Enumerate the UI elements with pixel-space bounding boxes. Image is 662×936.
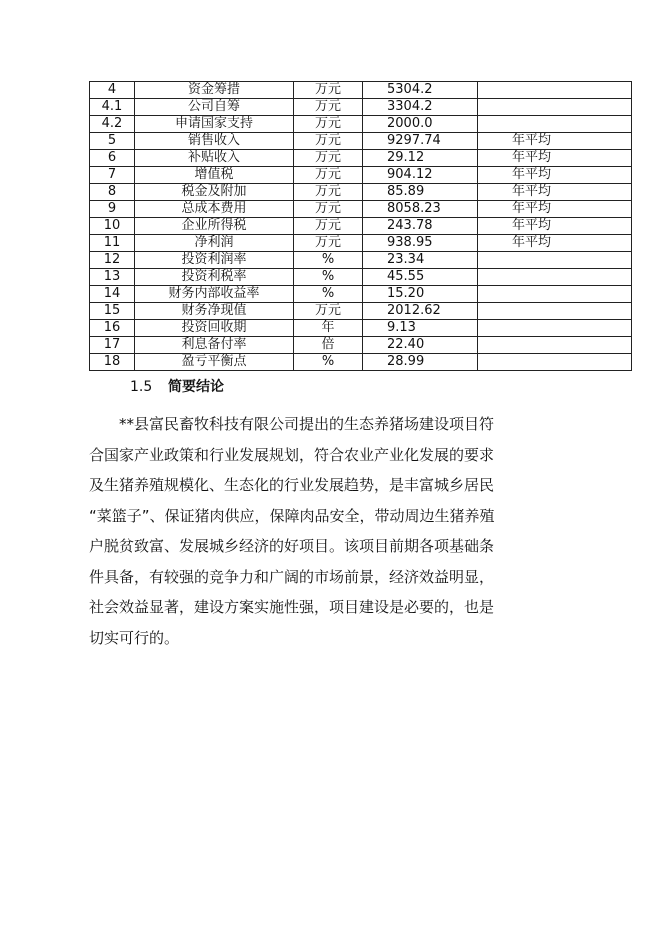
row-unit: 万元 [294, 184, 363, 201]
paragraph-line: 件具备，有较强的竞争力和广阔的市场前景，经济效益明显， [89, 567, 495, 586]
row-number: 8 [90, 184, 135, 201]
row-number: 18 [90, 354, 135, 371]
row-note [478, 303, 632, 320]
section-heading [130, 376, 224, 396]
paragraph-line: 合国家产业政策和行业发展规划，符合农业产业化发展的要求 [89, 445, 495, 464]
row-note [478, 320, 632, 337]
row-unit: 万元 [294, 201, 363, 218]
row-unit: % [294, 269, 363, 286]
row-number: 15 [90, 303, 135, 320]
row-item: 销售收入 [135, 133, 294, 150]
row-value: 2012.62 [363, 303, 478, 320]
row-note: 年平均 [478, 150, 632, 167]
table-row [90, 320, 632, 337]
row-number: 16 [90, 320, 135, 337]
row-number: 4.1 [90, 99, 135, 116]
row-number: 5 [90, 133, 135, 150]
row-item: 总成本费用 [135, 201, 294, 218]
row-item: 补贴收入 [135, 150, 294, 167]
row-value: 904.12 [363, 167, 478, 184]
row-item: 净利润 [135, 235, 294, 252]
row-value: 23.34 [363, 252, 478, 269]
row-unit: 年 [294, 320, 363, 337]
row-value: 9297.74 [363, 133, 478, 150]
paragraph-line: 户脱贫致富、发展城乡经济的好项目。该项目前期各项基础条 [89, 537, 495, 555]
row-number: 9 [90, 201, 135, 218]
row-item: 公司自筹 [135, 99, 294, 116]
row-note [478, 286, 632, 303]
row-note: 年平均 [478, 218, 632, 235]
row-value: 85.89 [363, 184, 478, 201]
table-row [90, 252, 632, 269]
row-note: 年平均 [478, 184, 632, 201]
row-note [478, 99, 632, 116]
row-unit: 万元 [294, 116, 363, 133]
table-row [90, 82, 632, 99]
row-number: 6 [90, 150, 135, 167]
table-row [90, 133, 632, 150]
section-number: 1.5 [130, 379, 153, 395]
table-row [90, 116, 632, 133]
table-row [90, 354, 632, 371]
paragraph-line: 切实可行的。 [89, 628, 180, 647]
row-unit: 万元 [294, 99, 363, 116]
row-value: 15.20 [363, 286, 478, 303]
indicator-table-body [90, 82, 632, 371]
table-row [90, 286, 632, 303]
paragraph-line: 社会效益显著，建设方案实施性强，项目建设是必要的，也是 [89, 598, 495, 616]
row-value: 29.12 [363, 150, 478, 167]
row-item: 税金及附加 [135, 184, 294, 201]
table-row [90, 99, 632, 116]
row-value: 28.99 [363, 354, 478, 371]
indicator-table [89, 81, 632, 371]
row-value: 22.40 [363, 337, 478, 354]
row-note [478, 252, 632, 269]
row-value: 9.13 [363, 320, 478, 337]
row-number: 10 [90, 218, 135, 235]
row-unit: 倍 [294, 337, 363, 354]
row-number: 7 [90, 167, 135, 184]
row-unit: 万元 [294, 167, 363, 184]
row-unit: 万元 [294, 133, 363, 150]
row-value: 45.55 [363, 269, 478, 286]
row-note [478, 82, 632, 99]
row-unit: 万元 [294, 150, 363, 167]
table-row [90, 218, 632, 235]
row-note [478, 354, 632, 371]
row-item: 企业所得税 [135, 218, 294, 235]
row-value: 5304.2 [363, 82, 478, 99]
table-row [90, 235, 632, 252]
row-number: 17 [90, 337, 135, 354]
row-item: 利息备付率 [135, 337, 294, 354]
row-unit: % [294, 354, 363, 371]
row-number: 12 [90, 252, 135, 269]
row-item: 资金筹措 [135, 82, 294, 99]
row-value: 2000.0 [363, 116, 478, 133]
row-item: 申请国家支持 [135, 116, 294, 133]
table-row [90, 269, 632, 286]
row-number: 4.2 [90, 116, 135, 133]
row-number: 11 [90, 235, 135, 252]
row-item: 投资利润率 [135, 252, 294, 269]
row-value: 938.95 [363, 235, 478, 252]
row-item: 投资利税率 [135, 269, 294, 286]
section-title: 简要结论 [168, 379, 224, 395]
row-item: 增值税 [135, 167, 294, 184]
row-note: 年平均 [478, 167, 632, 184]
table-row [90, 337, 632, 354]
row-note: 年平均 [478, 235, 632, 252]
row-unit: 万元 [294, 82, 363, 99]
row-note: 年平均 [478, 133, 632, 150]
paragraph-line: “菜篮子”、保证猪肉供应，保障肉品安全，带动周边生猪养殖 [89, 506, 495, 525]
row-number: 13 [90, 269, 135, 286]
row-value: 3304.2 [363, 99, 478, 116]
row-note: 年平均 [478, 201, 632, 218]
table-row [90, 303, 632, 320]
row-value: 243.78 [363, 218, 478, 235]
row-number: 14 [90, 286, 135, 303]
row-item: 投资回收期 [135, 320, 294, 337]
row-unit: 万元 [294, 303, 363, 320]
table-row [90, 167, 632, 184]
paragraph-line: **县富民畜牧科技有限公司提出的生态养猪场建设项目符 [119, 415, 495, 433]
row-note [478, 337, 632, 354]
row-unit: % [294, 286, 363, 303]
row-note [478, 116, 632, 133]
table-row [90, 201, 632, 218]
row-item: 盈亏平衡点 [135, 354, 294, 371]
conclusion-paragraph [89, 409, 559, 653]
row-number: 4 [90, 82, 135, 99]
table-row [90, 184, 632, 201]
row-unit: 万元 [294, 218, 363, 235]
table-row [90, 150, 632, 167]
row-item: 财务净现值 [135, 303, 294, 320]
row-value: 8058.23 [363, 201, 478, 218]
row-unit: % [294, 252, 363, 269]
row-note [478, 269, 632, 286]
paragraph-line: 及生猪养殖规模化、生态化的行业发展趋势，是丰富城乡居民 [89, 476, 495, 494]
row-item: 财务内部收益率 [135, 286, 294, 303]
row-unit: 万元 [294, 235, 363, 252]
